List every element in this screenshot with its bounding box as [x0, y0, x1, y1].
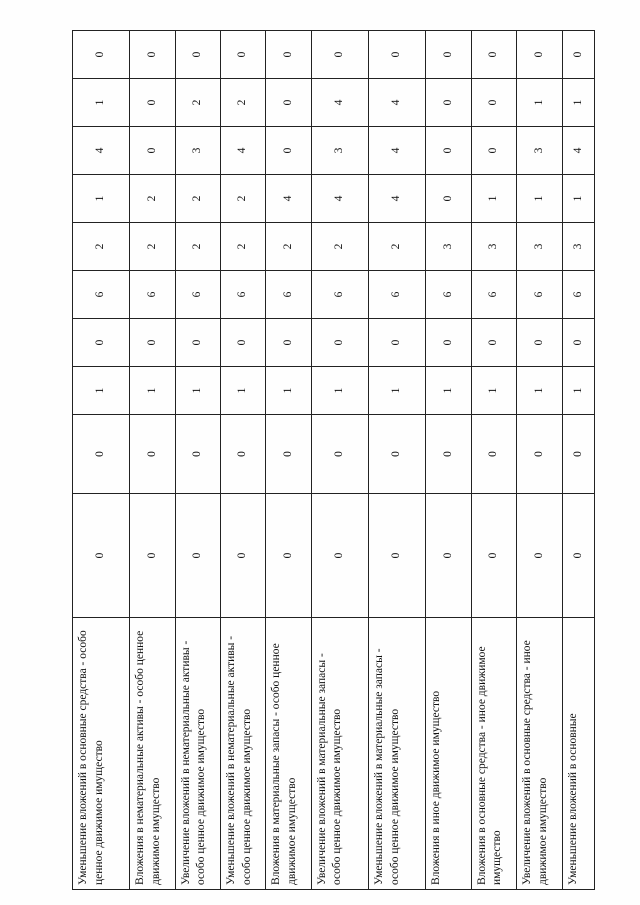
row-label: Вложения в материальные запасы - особо ценное движимое имущество: [266, 618, 311, 890]
code-cell: 0: [471, 79, 516, 127]
code-cell: 3: [471, 223, 516, 271]
row-label: Увеличение вложений в основные средства - иное движимое имущество: [517, 618, 562, 890]
code-cell: 4: [73, 127, 130, 175]
code-cell: 0: [471, 127, 516, 175]
table-row: [471, 31, 516, 890]
table-row: [426, 31, 471, 890]
code-cell: 0: [175, 494, 220, 618]
row-label: Уменьшение вложений в основные: [562, 618, 594, 890]
code-cell: 2: [311, 223, 368, 271]
code-cell: 1: [517, 79, 562, 127]
code-cell: 0: [266, 494, 311, 618]
code-cell: 0: [130, 79, 175, 127]
code-cell: 2: [266, 223, 311, 271]
code-cell: 0: [221, 31, 266, 79]
code-cell: 1: [175, 367, 220, 415]
code-cell: 1: [517, 175, 562, 223]
code-cell: 0: [130, 31, 175, 79]
code-cell: 0: [369, 494, 426, 618]
code-cell: 6: [369, 271, 426, 319]
row-label: Вложения в иное движимое имущество: [426, 618, 471, 890]
code-cell: 1: [562, 175, 594, 223]
table-row: [311, 31, 368, 890]
code-cell: 4: [562, 127, 594, 175]
code-cell: 1: [562, 79, 594, 127]
code-cell: 0: [471, 319, 516, 367]
code-cell: 0: [426, 494, 471, 618]
code-cell: 1: [426, 367, 471, 415]
code-cell: 2: [175, 223, 220, 271]
code-cell: 6: [311, 271, 368, 319]
code-cell: 0: [311, 415, 368, 494]
code-cell: 2: [130, 175, 175, 223]
code-cell: 0: [517, 415, 562, 494]
code-cell: 0: [471, 415, 516, 494]
code-cell: 6: [221, 271, 266, 319]
code-cell: 3: [426, 223, 471, 271]
code-cell: 6: [517, 271, 562, 319]
row-label: Увеличение вложений в материальные запасы - особо ценное движимое имущество: [311, 618, 368, 890]
code-cell: 0: [266, 79, 311, 127]
code-cell: 0: [562, 415, 594, 494]
code-cell: 3: [517, 223, 562, 271]
code-cell: 0: [369, 31, 426, 79]
code-cell: 6: [471, 271, 516, 319]
code-cell: 0: [266, 127, 311, 175]
code-cell: 2: [369, 223, 426, 271]
rotated-table-container: [72, 50, 595, 890]
code-cell: 0: [175, 319, 220, 367]
table-row: [369, 31, 426, 890]
code-cell: 2: [221, 79, 266, 127]
code-cell: 0: [311, 319, 368, 367]
table-row: [266, 31, 311, 890]
code-cell: 1: [73, 79, 130, 127]
code-cell: 0: [517, 31, 562, 79]
code-cell: 2: [221, 223, 266, 271]
code-cell: 1: [517, 367, 562, 415]
code-cell: 2: [175, 79, 220, 127]
code-cell: 0: [73, 415, 130, 494]
code-cell: 1: [130, 367, 175, 415]
code-cell: 0: [130, 415, 175, 494]
code-cell: 4: [311, 79, 368, 127]
code-cell: 0: [369, 319, 426, 367]
code-cell: 2: [221, 175, 266, 223]
code-cell: 0: [517, 494, 562, 618]
code-cell: 3: [175, 127, 220, 175]
code-cell: 4: [369, 127, 426, 175]
row-label: Увеличение вложений в нематериальные активы - особо ценное движимое имущество: [175, 618, 220, 890]
table-row: [562, 31, 594, 890]
code-cell: 0: [73, 494, 130, 618]
code-cell: 0: [562, 319, 594, 367]
table-row: [517, 31, 562, 890]
code-cell: 0: [130, 127, 175, 175]
code-cell: 0: [562, 31, 594, 79]
code-cell: 0: [426, 127, 471, 175]
accounts-table: [72, 30, 595, 890]
code-cell: 2: [130, 223, 175, 271]
table-row: [73, 31, 130, 890]
code-cell: 1: [266, 367, 311, 415]
code-cell: 4: [369, 79, 426, 127]
row-label: Вложения в основные средства - иное движимое имущество: [471, 618, 516, 890]
code-cell: 0: [426, 79, 471, 127]
code-cell: 0: [311, 31, 368, 79]
code-cell: 0: [426, 31, 471, 79]
code-cell: 0: [130, 319, 175, 367]
code-cell: 1: [471, 367, 516, 415]
code-cell: 3: [517, 127, 562, 175]
code-cell: 6: [562, 271, 594, 319]
code-cell: 1: [369, 367, 426, 415]
code-cell: 1: [562, 367, 594, 415]
code-cell: 1: [73, 175, 130, 223]
code-cell: 0: [221, 319, 266, 367]
code-cell: 0: [266, 319, 311, 367]
code-cell: 6: [426, 271, 471, 319]
code-cell: 1: [73, 367, 130, 415]
code-cell: 1: [311, 367, 368, 415]
code-cell: 1: [471, 175, 516, 223]
code-cell: 0: [130, 494, 175, 618]
code-cell: 1: [221, 367, 266, 415]
code-cell: 4: [266, 175, 311, 223]
code-cell: 0: [73, 31, 130, 79]
code-cell: 0: [221, 415, 266, 494]
table-row: [221, 31, 266, 890]
code-cell: 2: [73, 223, 130, 271]
code-cell: 0: [426, 319, 471, 367]
code-cell: 4: [369, 175, 426, 223]
row-label: Уменьшение вложений в основные средства - особо ценное движимое имущество: [73, 618, 130, 890]
code-cell: 3: [562, 223, 594, 271]
code-cell: 4: [221, 127, 266, 175]
code-cell: 6: [130, 271, 175, 319]
code-cell: 4: [311, 175, 368, 223]
code-cell: 0: [369, 415, 426, 494]
code-cell: 6: [73, 271, 130, 319]
table-row: [130, 31, 175, 890]
code-cell: 0: [175, 415, 220, 494]
row-label: Вложения в нематериальные активы - особо ценное движимое имущество: [130, 618, 175, 890]
code-cell: 0: [471, 494, 516, 618]
code-cell: 0: [266, 415, 311, 494]
code-cell: 6: [175, 271, 220, 319]
code-cell: 0: [426, 415, 471, 494]
code-cell: 0: [175, 31, 220, 79]
code-cell: 3: [311, 127, 368, 175]
code-cell: 0: [266, 31, 311, 79]
code-cell: 0: [73, 319, 130, 367]
code-cell: 0: [471, 31, 516, 79]
code-cell: 0: [221, 494, 266, 618]
code-cell: 6: [266, 271, 311, 319]
table-row: [175, 31, 220, 890]
code-cell: 0: [562, 494, 594, 618]
code-cell: 0: [517, 319, 562, 367]
row-label: Уменьшение вложений в нематериальные активы - особо ценное движимое имущество: [221, 618, 266, 890]
code-cell: 0: [426, 175, 471, 223]
code-cell: 0: [311, 494, 368, 618]
code-cell: 2: [175, 175, 220, 223]
row-label: Уменьшение вложений в материальные запасы - особо ценное движимое имущество: [369, 618, 426, 890]
